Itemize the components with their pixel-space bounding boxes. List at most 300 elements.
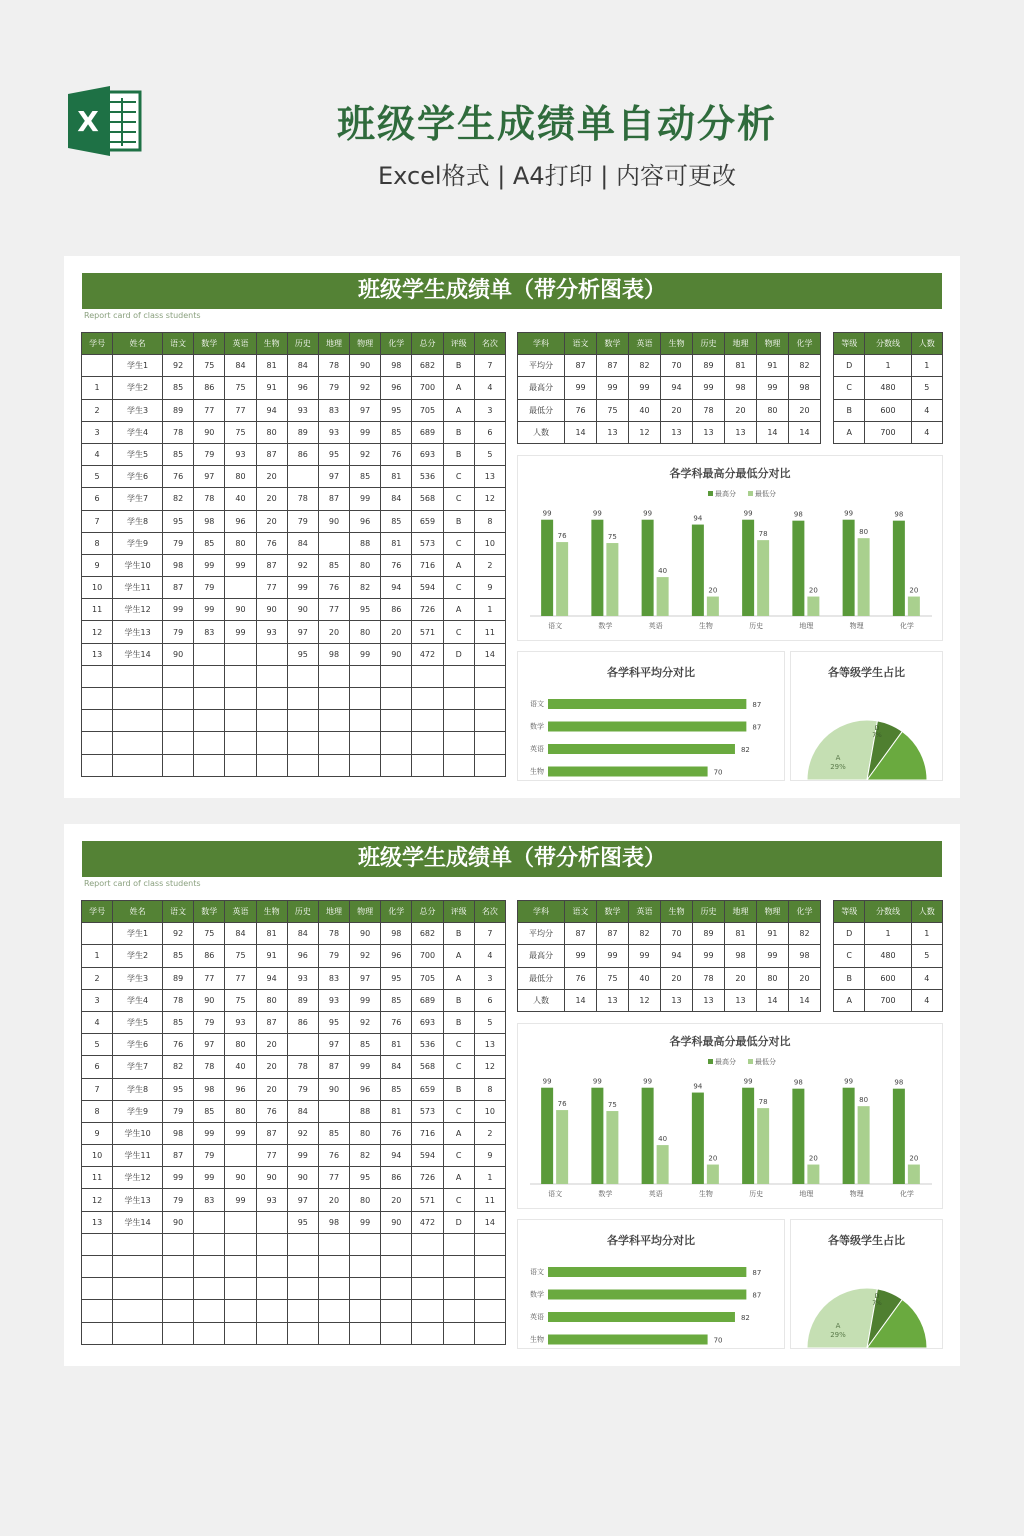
- table-cell[interactable]: 91: [756, 355, 788, 377]
- table-cell[interactable]: C: [443, 532, 474, 554]
- table-cell[interactable]: 573: [412, 1100, 443, 1122]
- table-cell[interactable]: D: [443, 643, 474, 665]
- table-cell[interactable]: 4: [82, 443, 113, 465]
- table-cell[interactable]: 480: [865, 377, 911, 399]
- table-cell[interactable]: B: [443, 510, 474, 532]
- table-cell[interactable]: 2: [82, 399, 113, 421]
- table-cell[interactable]: 97: [194, 1034, 225, 1056]
- table-cell[interactable]: 1: [82, 945, 113, 967]
- table-cell[interactable]: 学生8: [113, 510, 163, 532]
- table-cell[interactable]: 80: [756, 967, 788, 989]
- empty-cell[interactable]: [443, 1300, 474, 1322]
- empty-cell[interactable]: [163, 1233, 194, 1255]
- table-cell[interactable]: 86: [381, 1167, 412, 1189]
- empty-cell[interactable]: [474, 1256, 505, 1278]
- table-cell[interactable]: 90: [318, 510, 349, 532]
- table-cell[interactable]: 96: [381, 377, 412, 399]
- empty-cell[interactable]: [350, 1322, 381, 1344]
- table-cell[interactable]: 97: [350, 967, 381, 989]
- empty-cell[interactable]: [113, 1322, 163, 1344]
- table-cell[interactable]: 85: [194, 532, 225, 554]
- empty-cell[interactable]: [113, 732, 163, 754]
- table-cell[interactable]: 78: [194, 488, 225, 510]
- table-cell[interactable]: 1: [865, 923, 911, 945]
- table-cell[interactable]: 83: [194, 621, 225, 643]
- table-cell[interactable]: 82: [350, 577, 381, 599]
- table-cell[interactable]: 99: [194, 554, 225, 576]
- table-cell[interactable]: D: [834, 355, 865, 377]
- table-cell[interactable]: 78: [194, 1056, 225, 1078]
- empty-cell[interactable]: [113, 754, 163, 776]
- table-cell[interactable]: 80: [256, 421, 287, 443]
- empty-cell[interactable]: [381, 732, 412, 754]
- table-cell[interactable]: 4: [474, 945, 505, 967]
- table-cell[interactable]: 学生13: [113, 1189, 163, 1211]
- table-cell[interactable]: A: [834, 421, 865, 443]
- table-cell[interactable]: 13: [82, 1211, 113, 1233]
- empty-cell[interactable]: [443, 1278, 474, 1300]
- table-cell[interactable]: 20: [318, 621, 349, 643]
- table-cell[interactable]: 20: [724, 967, 756, 989]
- empty-cell[interactable]: [194, 1300, 225, 1322]
- table-cell[interactable]: 11: [82, 599, 113, 621]
- table-cell[interactable]: 78: [163, 421, 194, 443]
- table-cell[interactable]: [225, 643, 256, 665]
- table-cell[interactable]: 13: [597, 421, 629, 443]
- table-cell[interactable]: 平均分: [518, 923, 565, 945]
- table-cell[interactable]: 人数: [518, 421, 565, 443]
- table-cell[interactable]: 20: [256, 488, 287, 510]
- table-cell[interactable]: 98: [788, 945, 820, 967]
- table-cell[interactable]: 75: [225, 989, 256, 1011]
- table-cell[interactable]: 86: [194, 945, 225, 967]
- table-cell[interactable]: 1: [474, 1167, 505, 1189]
- empty-cell[interactable]: [381, 754, 412, 776]
- table-cell[interactable]: [287, 466, 318, 488]
- empty-cell[interactable]: [412, 1300, 443, 1322]
- table-cell[interactable]: 90: [287, 599, 318, 621]
- table-cell[interactable]: 98: [318, 643, 349, 665]
- empty-cell[interactable]: [256, 665, 287, 687]
- table-cell[interactable]: 90: [225, 1167, 256, 1189]
- table-cell[interactable]: 20: [788, 967, 820, 989]
- table-cell[interactable]: 3: [474, 399, 505, 421]
- table-cell[interactable]: 93: [318, 421, 349, 443]
- table-cell[interactable]: B: [443, 443, 474, 465]
- table-cell[interactable]: 98: [194, 510, 225, 532]
- table-cell[interactable]: 75: [597, 399, 629, 421]
- table-cell[interactable]: 学生10: [113, 1122, 163, 1144]
- table-cell[interactable]: 85: [163, 1011, 194, 1033]
- table-cell[interactable]: [225, 577, 256, 599]
- table-cell[interactable]: A: [443, 554, 474, 576]
- table-cell[interactable]: 76: [565, 399, 597, 421]
- empty-cell[interactable]: [318, 710, 349, 732]
- table-cell[interactable]: 最高分: [518, 377, 565, 399]
- table-cell[interactable]: 76: [381, 554, 412, 576]
- empty-cell[interactable]: [474, 1278, 505, 1300]
- table-cell[interactable]: A: [443, 1167, 474, 1189]
- table-cell[interactable]: 75: [225, 945, 256, 967]
- table-cell[interactable]: 77: [256, 577, 287, 599]
- empty-cell[interactable]: [163, 1300, 194, 1322]
- table-cell[interactable]: 78: [287, 488, 318, 510]
- table-cell[interactable]: 80: [256, 989, 287, 1011]
- table-cell[interactable]: C: [443, 1100, 474, 1122]
- table-cell[interactable]: 学生4: [113, 989, 163, 1011]
- table-cell[interactable]: 81: [256, 923, 287, 945]
- table-cell[interactable]: 86: [194, 377, 225, 399]
- table-cell[interactable]: 573: [412, 532, 443, 554]
- table-cell[interactable]: 84: [287, 355, 318, 377]
- empty-cell[interactable]: [194, 732, 225, 754]
- table-cell[interactable]: 75: [225, 377, 256, 399]
- table-cell[interactable]: 3: [82, 421, 113, 443]
- table-cell[interactable]: B: [443, 1011, 474, 1033]
- table-cell[interactable]: C: [834, 377, 865, 399]
- table-cell[interactable]: 90: [350, 923, 381, 945]
- table-cell[interactable]: 94: [381, 577, 412, 599]
- table-cell[interactable]: 77: [225, 399, 256, 421]
- table-cell[interactable]: 85: [194, 1100, 225, 1122]
- table-cell[interactable]: 13: [474, 466, 505, 488]
- table-cell[interactable]: 88: [350, 1100, 381, 1122]
- empty-cell[interactable]: [113, 1300, 163, 1322]
- table-cell[interactable]: 571: [412, 1189, 443, 1211]
- empty-cell[interactable]: [287, 1278, 318, 1300]
- table-cell[interactable]: [318, 532, 349, 554]
- table-cell[interactable]: [256, 1211, 287, 1233]
- table-cell[interactable]: 20: [724, 399, 756, 421]
- table-cell[interactable]: 594: [412, 1145, 443, 1167]
- table-cell[interactable]: 12: [82, 621, 113, 643]
- table-cell[interactable]: 84: [287, 532, 318, 554]
- table-cell[interactable]: 99: [225, 1122, 256, 1144]
- table-cell[interactable]: 学生7: [113, 488, 163, 510]
- table-cell[interactable]: 14: [565, 989, 597, 1011]
- table-cell[interactable]: 82: [629, 355, 661, 377]
- empty-cell[interactable]: [350, 1300, 381, 1322]
- empty-cell[interactable]: [194, 688, 225, 710]
- table-cell[interactable]: 87: [256, 1011, 287, 1033]
- table-cell[interactable]: 87: [565, 923, 597, 945]
- table-cell[interactable]: 79: [194, 1145, 225, 1167]
- table-cell[interactable]: 85: [163, 945, 194, 967]
- table-cell[interactable]: 79: [318, 377, 349, 399]
- empty-cell[interactable]: [256, 688, 287, 710]
- empty-cell[interactable]: [287, 1233, 318, 1255]
- table-cell[interactable]: 90: [163, 643, 194, 665]
- empty-cell[interactable]: [225, 1322, 256, 1344]
- empty-cell[interactable]: [412, 1322, 443, 1344]
- table-cell[interactable]: 2: [474, 554, 505, 576]
- table-cell[interactable]: C: [443, 1056, 474, 1078]
- table-cell[interactable]: 13: [724, 989, 756, 1011]
- empty-cell[interactable]: [350, 1256, 381, 1278]
- table-cell[interactable]: 80: [225, 1100, 256, 1122]
- table-cell[interactable]: 81: [381, 1034, 412, 1056]
- empty-cell[interactable]: [287, 732, 318, 754]
- table-cell[interactable]: 99: [225, 621, 256, 643]
- empty-cell[interactable]: [350, 665, 381, 687]
- table-cell[interactable]: 480: [865, 945, 911, 967]
- table-cell[interactable]: 96: [287, 377, 318, 399]
- table-cell[interactable]: 94: [256, 399, 287, 421]
- table-cell[interactable]: [287, 1034, 318, 1056]
- table-cell[interactable]: 81: [381, 1100, 412, 1122]
- table-cell[interactable]: 92: [350, 1011, 381, 1033]
- empty-cell[interactable]: [443, 710, 474, 732]
- table-cell[interactable]: 79: [163, 1100, 194, 1122]
- empty-cell[interactable]: [287, 665, 318, 687]
- table-cell[interactable]: 40: [225, 1056, 256, 1078]
- table-cell[interactable]: 80: [350, 621, 381, 643]
- table-cell[interactable]: 7: [474, 923, 505, 945]
- table-cell[interactable]: 79: [194, 1011, 225, 1033]
- empty-cell[interactable]: [194, 710, 225, 732]
- table-cell[interactable]: 40: [225, 488, 256, 510]
- table-cell[interactable]: 76: [318, 577, 349, 599]
- table-cell[interactable]: A: [443, 377, 474, 399]
- table-cell[interactable]: 99: [225, 1189, 256, 1211]
- table-cell[interactable]: 87: [256, 1122, 287, 1144]
- table-cell[interactable]: 705: [412, 399, 443, 421]
- empty-cell[interactable]: [412, 688, 443, 710]
- table-cell[interactable]: 78: [163, 989, 194, 1011]
- table-cell[interactable]: 12: [629, 989, 661, 1011]
- table-cell[interactable]: C: [443, 1189, 474, 1211]
- table-cell[interactable]: 14: [756, 989, 788, 1011]
- table-cell[interactable]: 79: [163, 621, 194, 643]
- table-cell[interactable]: B: [834, 399, 865, 421]
- table-cell[interactable]: D: [834, 923, 865, 945]
- table-cell[interactable]: D: [443, 1211, 474, 1233]
- table-cell[interactable]: 90: [194, 421, 225, 443]
- table-cell[interactable]: 89: [287, 421, 318, 443]
- empty-cell[interactable]: [82, 1278, 113, 1300]
- table-cell[interactable]: 95: [163, 1078, 194, 1100]
- empty-cell[interactable]: [474, 1300, 505, 1322]
- table-cell[interactable]: 87: [256, 554, 287, 576]
- table-cell[interactable]: 9: [82, 554, 113, 576]
- table-cell[interactable]: 85: [381, 421, 412, 443]
- table-cell[interactable]: A: [443, 945, 474, 967]
- table-cell[interactable]: 94: [661, 945, 693, 967]
- table-cell[interactable]: 学生14: [113, 643, 163, 665]
- empty-cell[interactable]: [381, 1256, 412, 1278]
- table-cell[interactable]: 99: [565, 377, 597, 399]
- empty-cell[interactable]: [225, 1300, 256, 1322]
- table-cell[interactable]: 学生4: [113, 421, 163, 443]
- empty-cell[interactable]: [443, 1322, 474, 1344]
- table-cell[interactable]: 99: [225, 554, 256, 576]
- table-cell[interactable]: 1: [865, 355, 911, 377]
- table-cell[interactable]: 14: [756, 421, 788, 443]
- table-cell[interactable]: 76: [318, 1145, 349, 1167]
- table-cell[interactable]: 90: [287, 1167, 318, 1189]
- table-cell[interactable]: 6: [474, 989, 505, 1011]
- empty-cell[interactable]: [350, 732, 381, 754]
- table-cell[interactable]: 92: [163, 923, 194, 945]
- empty-cell[interactable]: [256, 754, 287, 776]
- table-cell[interactable]: C: [443, 1145, 474, 1167]
- table-cell[interactable]: [256, 643, 287, 665]
- table-cell[interactable]: 80: [350, 1189, 381, 1211]
- table-cell[interactable]: 最低分: [518, 399, 565, 421]
- empty-cell[interactable]: [287, 1322, 318, 1344]
- table-cell[interactable]: 682: [412, 355, 443, 377]
- table-cell[interactable]: 85: [318, 554, 349, 576]
- table-cell[interactable]: 4: [911, 989, 942, 1011]
- table-cell[interactable]: 89: [692, 355, 724, 377]
- table-cell[interactable]: B: [443, 989, 474, 1011]
- table-cell[interactable]: C: [443, 577, 474, 599]
- table-cell[interactable]: 99: [692, 377, 724, 399]
- table-cell[interactable]: 平均分: [518, 355, 565, 377]
- table-cell[interactable]: 87: [163, 577, 194, 599]
- table-cell[interactable]: 79: [194, 443, 225, 465]
- table-cell[interactable]: 11: [474, 1189, 505, 1211]
- table-cell[interactable]: 92: [350, 443, 381, 465]
- table-cell[interactable]: 20: [381, 621, 412, 643]
- table-cell[interactable]: 13: [82, 643, 113, 665]
- table-cell[interactable]: 87: [256, 443, 287, 465]
- table-cell[interactable]: 95: [163, 510, 194, 532]
- table-cell[interactable]: 85: [381, 510, 412, 532]
- table-cell[interactable]: 82: [788, 923, 820, 945]
- empty-cell[interactable]: [443, 1233, 474, 1255]
- table-cell[interactable]: 5: [474, 1011, 505, 1033]
- table-cell[interactable]: 96: [225, 510, 256, 532]
- empty-cell[interactable]: [82, 732, 113, 754]
- table-cell[interactable]: 91: [756, 923, 788, 945]
- table-cell[interactable]: 99: [597, 945, 629, 967]
- empty-cell[interactable]: [194, 1322, 225, 1344]
- table-cell[interactable]: 学生11: [113, 1145, 163, 1167]
- table-cell[interactable]: 600: [865, 967, 911, 989]
- table-cell[interactable]: 87: [565, 355, 597, 377]
- empty-cell[interactable]: [113, 665, 163, 687]
- empty-cell[interactable]: [318, 1300, 349, 1322]
- empty-cell[interactable]: [163, 732, 194, 754]
- table-cell[interactable]: 学生3: [113, 399, 163, 421]
- empty-cell[interactable]: [82, 665, 113, 687]
- table-cell[interactable]: B: [443, 355, 474, 377]
- table-cell[interactable]: 79: [318, 945, 349, 967]
- table-cell[interactable]: 97: [350, 399, 381, 421]
- empty-cell[interactable]: [82, 710, 113, 732]
- table-cell[interactable]: 99: [597, 377, 629, 399]
- empty-cell[interactable]: [412, 1256, 443, 1278]
- table-cell[interactable]: 93: [256, 1189, 287, 1211]
- table-cell[interactable]: 2: [82, 967, 113, 989]
- table-cell[interactable]: B: [834, 967, 865, 989]
- empty-cell[interactable]: [350, 1233, 381, 1255]
- empty-cell[interactable]: [318, 1256, 349, 1278]
- table-cell[interactable]: 90: [163, 1211, 194, 1233]
- empty-cell[interactable]: [474, 732, 505, 754]
- table-cell[interactable]: 705: [412, 967, 443, 989]
- table-cell[interactable]: 20: [256, 1056, 287, 1078]
- table-cell[interactable]: 82: [163, 488, 194, 510]
- table-cell[interactable]: 学生2: [113, 945, 163, 967]
- table-cell[interactable]: 4: [474, 377, 505, 399]
- table-cell[interactable]: C: [443, 466, 474, 488]
- table-cell[interactable]: 96: [225, 1078, 256, 1100]
- empty-cell[interactable]: [163, 688, 194, 710]
- table-cell[interactable]: 78: [318, 355, 349, 377]
- empty-cell[interactable]: [381, 1322, 412, 1344]
- table-cell[interactable]: 学生12: [113, 599, 163, 621]
- table-cell[interactable]: 536: [412, 466, 443, 488]
- table-cell[interactable]: 3: [474, 967, 505, 989]
- table-cell[interactable]: 99: [756, 945, 788, 967]
- table-cell[interactable]: 81: [381, 466, 412, 488]
- table-cell[interactable]: 学生5: [113, 443, 163, 465]
- table-cell[interactable]: 77: [194, 967, 225, 989]
- empty-cell[interactable]: [412, 1233, 443, 1255]
- table-cell[interactable]: C: [443, 1034, 474, 1056]
- table-cell[interactable]: 13: [692, 421, 724, 443]
- table-cell[interactable]: 20: [256, 510, 287, 532]
- table-cell[interactable]: 13: [692, 989, 724, 1011]
- table-cell[interactable]: 99: [692, 945, 724, 967]
- table-cell[interactable]: 20: [661, 399, 693, 421]
- empty-cell[interactable]: [225, 688, 256, 710]
- table-cell[interactable]: 84: [225, 355, 256, 377]
- table-cell[interactable]: B: [443, 421, 474, 443]
- empty-cell[interactable]: [82, 1300, 113, 1322]
- table-cell[interactable]: A: [443, 599, 474, 621]
- table-cell[interactable]: B: [443, 923, 474, 945]
- table-cell[interactable]: 20: [256, 1034, 287, 1056]
- table-cell[interactable]: 90: [318, 1078, 349, 1100]
- table-cell[interactable]: 90: [256, 599, 287, 621]
- table-cell[interactable]: 84: [287, 1100, 318, 1122]
- table-cell[interactable]: 9: [474, 577, 505, 599]
- table-cell[interactable]: 2: [474, 1122, 505, 1144]
- table-cell[interactable]: 91: [256, 377, 287, 399]
- table-cell[interactable]: 98: [381, 923, 412, 945]
- table-cell[interactable]: 472: [412, 1211, 443, 1233]
- table-cell[interactable]: 99: [350, 1056, 381, 1078]
- table-cell[interactable]: 99: [287, 577, 318, 599]
- empty-cell[interactable]: [318, 1278, 349, 1300]
- empty-cell[interactable]: [163, 754, 194, 776]
- table-cell[interactable]: 99: [350, 989, 381, 1011]
- table-cell[interactable]: 20: [256, 466, 287, 488]
- table-cell[interactable]: 81: [381, 532, 412, 554]
- empty-cell[interactable]: [225, 710, 256, 732]
- table-cell[interactable]: 85: [381, 989, 412, 1011]
- table-cell[interactable]: 4: [911, 967, 942, 989]
- table-cell[interactable]: 700: [412, 377, 443, 399]
- empty-cell[interactable]: [256, 1256, 287, 1278]
- table-cell[interactable]: 97: [194, 466, 225, 488]
- table-cell[interactable]: 99: [163, 599, 194, 621]
- table-cell[interactable]: 7: [82, 510, 113, 532]
- empty-cell[interactable]: [82, 1233, 113, 1255]
- table-cell[interactable]: 659: [412, 510, 443, 532]
- table-cell[interactable]: 90: [225, 599, 256, 621]
- table-cell[interactable]: 87: [318, 1056, 349, 1078]
- table-cell[interactable]: 98: [318, 1211, 349, 1233]
- table-cell[interactable]: 689: [412, 421, 443, 443]
- table-cell[interactable]: 90: [256, 1167, 287, 1189]
- table-cell[interactable]: 1: [911, 923, 942, 945]
- table-cell[interactable]: 91: [256, 945, 287, 967]
- empty-cell[interactable]: [194, 1278, 225, 1300]
